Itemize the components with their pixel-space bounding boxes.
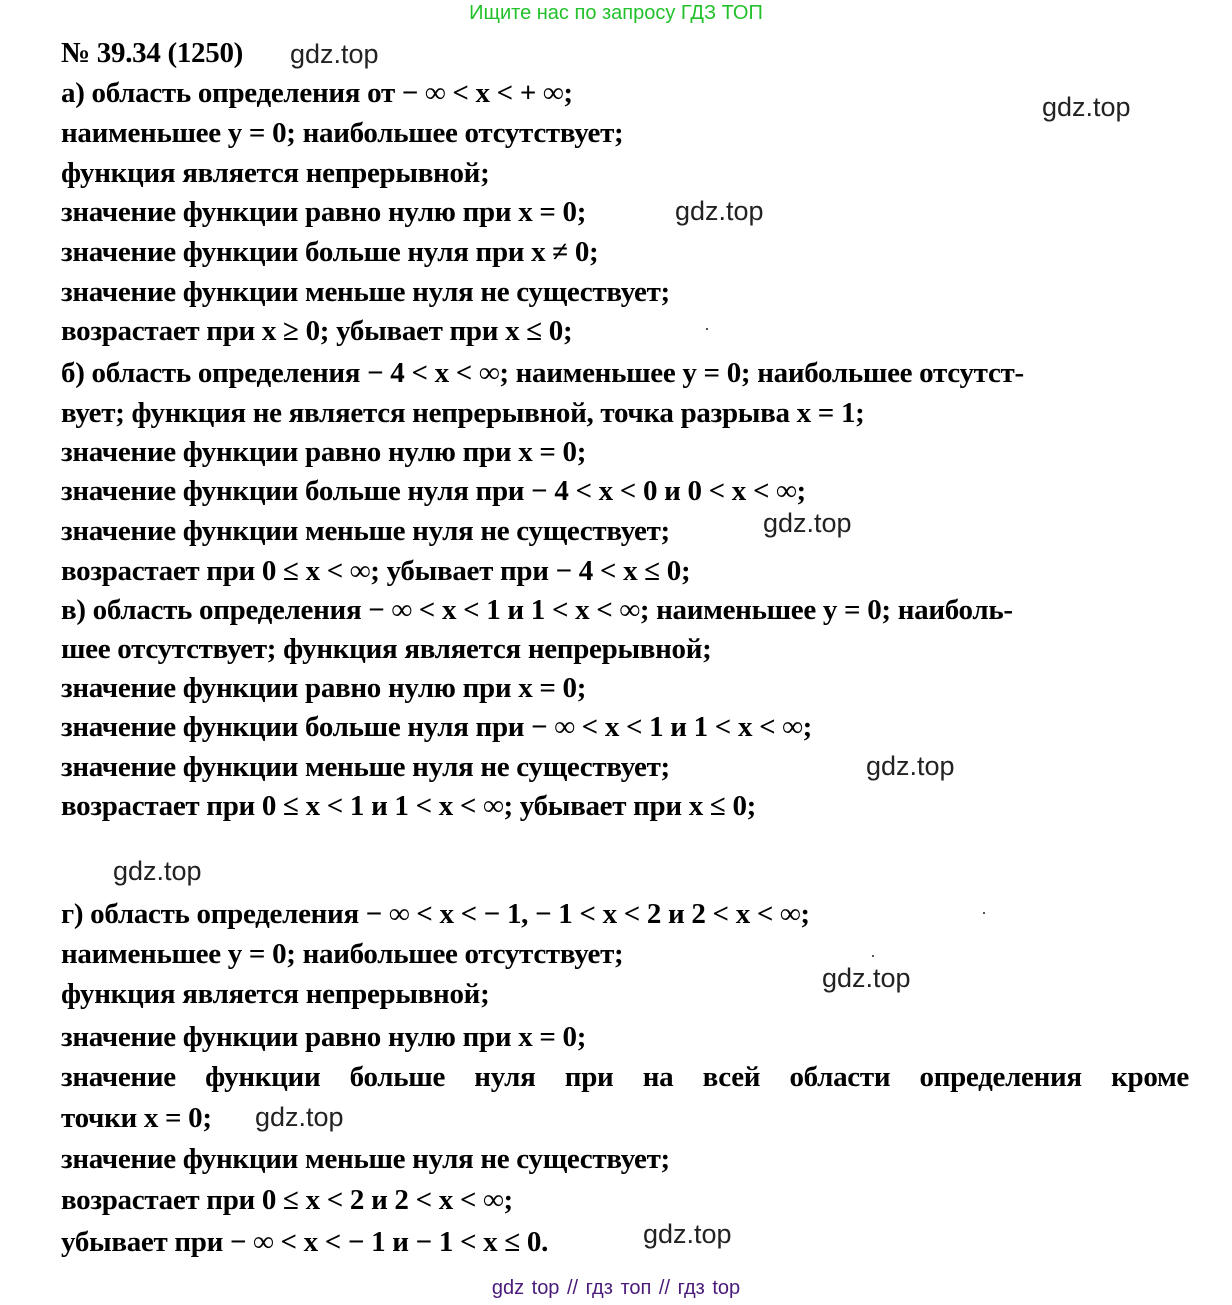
text-line: наименьшее y = 0; наибольшее отсутствует; [61,117,624,149]
watermark: gdz.top [866,751,955,781]
text-line: значение функции меньше нуля не существует; [61,1143,670,1175]
problem-title [61,36,243,70]
problem-number: № 39.34 (1250) [61,37,244,69]
watermark: gdz.top [1042,92,1131,122]
search-banner-link[interactable]: Ищите нас по запросу ГДЗ ТОП [469,2,763,24]
text-line: значение функции больше нуля при − ∞ < x < 1 и 1 < x < ∞; [61,711,813,743]
text-line: значение функции больше нуля при − 4 < x < 0 и 0 < x < ∞; [61,475,806,507]
text-line: значение функции меньше нуля не существует; [61,751,670,783]
watermark: gdz.top [290,39,379,69]
text-line: а) область определения от − ∞ < x < + ∞; [61,77,573,109]
text-line: значение функции меньше нуля не существует; [61,276,670,308]
text-line: шее отсутствует; функция является непрерывной; [61,633,712,665]
text-line: значение функции больше нуля при x ≠ 0; [61,236,599,268]
watermark: gdz.top [643,1219,732,1249]
text-line: вует; функция не является непрерывной, точка разрыва x = 1; [61,397,865,429]
watermark: gdz.top [255,1102,344,1132]
watermark: gdz.top [822,963,911,993]
watermark: gdz.top [113,856,202,886]
text-line: убывает при − ∞ < x < − 1 и − 1 < x ≤ 0. [61,1226,549,1258]
footer-links[interactable]: gdz top // гдз топ // гдз top [491,1277,741,1299]
text-line: возрастает при 0 ≤ x < 2 и 2 < x < ∞; [61,1184,513,1216]
text-line: точки x = 0; [61,1102,212,1134]
text-line: значение функции равно нулю при x = 0; [61,196,587,228]
text-line: значение функции равно нулю при x = 0; [61,436,587,468]
text-line: функция является непрерывной; [61,978,490,1010]
text-line: функция является непрерывной; [61,157,490,189]
text-line: наименьшее y = 0; наибольшее отсутствует; [61,938,624,970]
text-line: б) область определения − 4 < x < ∞; наименьшее y = 0; наибольшее отсутст- [61,357,1024,389]
text-line: возрастает при 0 ≤ x < 1 и 1 < x < ∞; убывает при x ≤ 0; [61,790,757,822]
text-line: возрастает при 0 ≤ x < ∞; убывает при − 4 < x ≤ 0; [61,555,691,587]
text-line: в) область определения − ∞ < x < 1 и 1 < x < ∞; наименьшее y = 0; наиболь- [61,594,1013,626]
text-line: возрастает при x ≥ 0; убывает при x ≤ 0; [61,315,573,347]
text-line: значение функции равно нулю при x = 0; [61,1021,587,1053]
text-line: значение функции больше нуля при на всей области определения кроме [61,1061,1189,1093]
text-line: значение функции равно нулю при x = 0; [61,672,587,704]
scan-speck [983,912,985,914]
watermark: gdz.top [763,508,852,538]
text-line: г) область определения − ∞ < x < − 1, − 1 < x < 2 и 2 < x < ∞; [61,898,810,930]
scan-speck [706,328,708,330]
watermark: gdz.top [675,196,764,226]
text-line: значение функции меньше нуля не существует; [61,515,670,547]
scan-speck [872,955,874,957]
